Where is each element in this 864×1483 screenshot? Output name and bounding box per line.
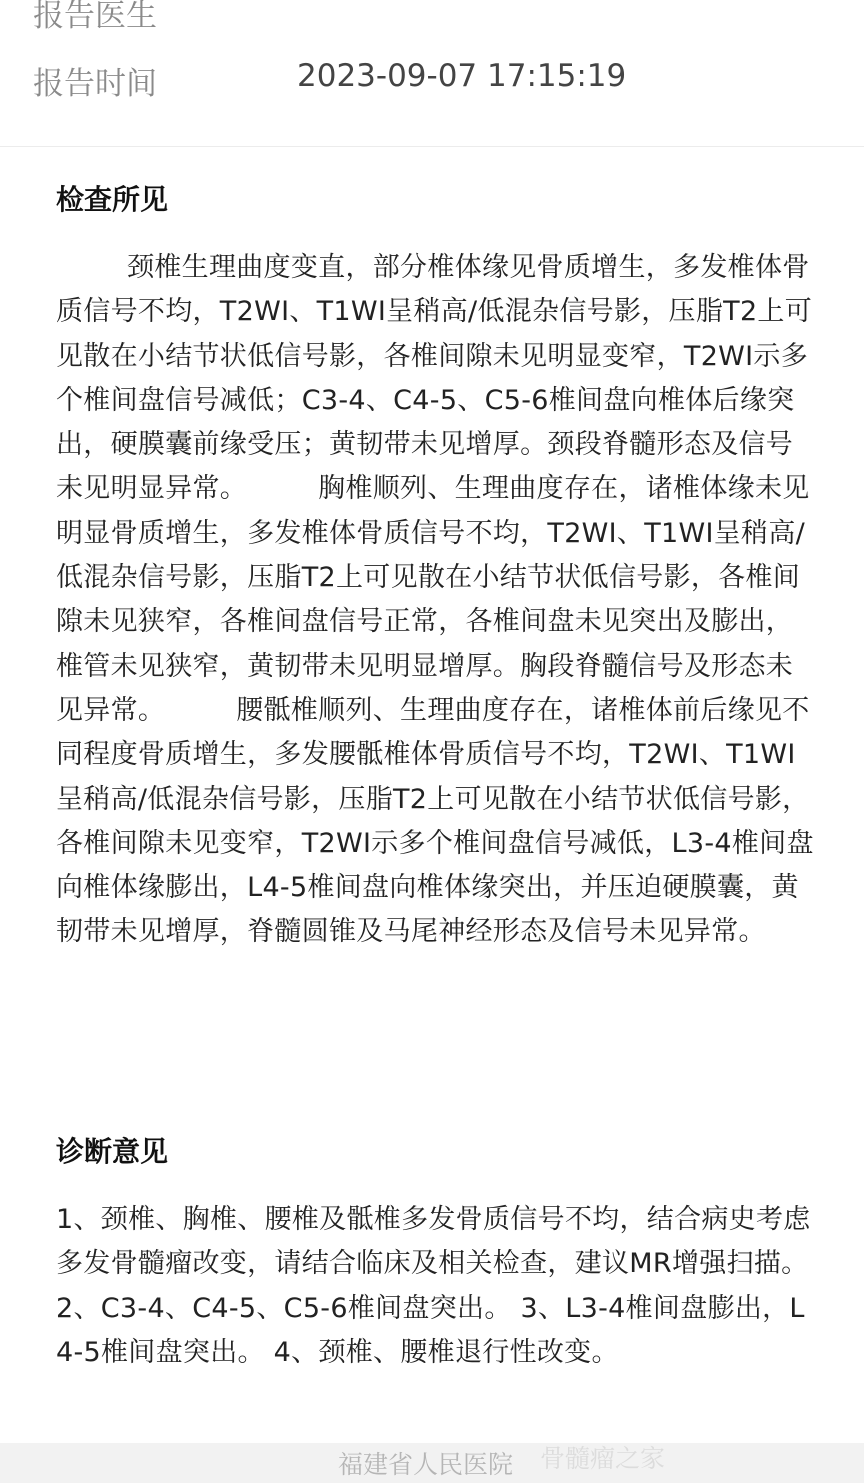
report-doctor-label: 报告医生 bbox=[33, 0, 157, 34]
findings-text: 颈椎生理曲度变直，部分椎体缘见骨质增生，多发椎体骨质信号不均，T2WI、T1WI呈稍高/低混杂信号影，压脂T2上可见散在小结节状低信号影，各椎间隙未见明显变窄，T2WI示多个椎间盘信号减低；C3-4、C4-5、C5-6椎间盘向椎体后缘突出，硬膜囊前缘受压；黄韧带未见增厚。颈段脊髓形态及信号未见明显异常。 胸椎顺列、生理曲度存在，诸椎体缘未见明显骨质增生，多发椎体骨质信号不均，T2WI、T1WI呈稍高/低混杂信号影，压脂T2上可见散在小结节状低信号影，各椎间隙未见狭窄，各椎间盘信号正常，各椎间盘未见突出及膨出，椎管未见狭窄，黄韧带未见明显增厚。胸段脊髓信号及形态未见异常。 腰骶椎顺列、生理曲度存在，诸椎体前后缘见不同程度骨质增生，多发腰骶椎体骨质信号不均，T2WI、T1WI呈稍高/低混杂信号影，压脂T2上可见散在小结节状低信号影，各椎间隙未见变窄，T2WI示多个椎间盘信号减低，L3-4椎间盘向椎体缘膨出，L4-5椎间盘向椎体缘突出，并压迫硬膜囊，黄韧带未见增厚，脊髓圆锥及马尾神经形态及信号未见异常。 bbox=[56, 252, 814, 948]
watermark-text: 骨髓瘤之家 bbox=[540, 1444, 666, 1473]
findings-title: 检查所见 bbox=[56, 183, 169, 216]
section-divider bbox=[0, 146, 864, 147]
footer-bar bbox=[0, 1443, 864, 1483]
report-time-label: 报告时间 bbox=[33, 66, 157, 102]
diagnosis-text: 1、颈椎、胸椎、腰椎及骶椎多发骨质信号不均，结合病史考虑多发骨髓瘤改变，请结合临床及相关检查，建议MR增强扫描。 2、C3-4、C4-5、C5-6椎间盘突出。 3、L3-4椎间盘膨出，L4-5椎间盘突出。 4、颈椎、腰椎退行性改变。 bbox=[56, 1204, 818, 1368]
report-time-row bbox=[33, 58, 627, 103]
diagnosis-title: 诊断意见 bbox=[56, 1135, 169, 1168]
hospital-name: 福建省人民医院 bbox=[338, 1450, 514, 1479]
report-doctor-row bbox=[33, 0, 157, 35]
report-time-value: 2023-09-07 17:15:19 bbox=[297, 58, 627, 94]
